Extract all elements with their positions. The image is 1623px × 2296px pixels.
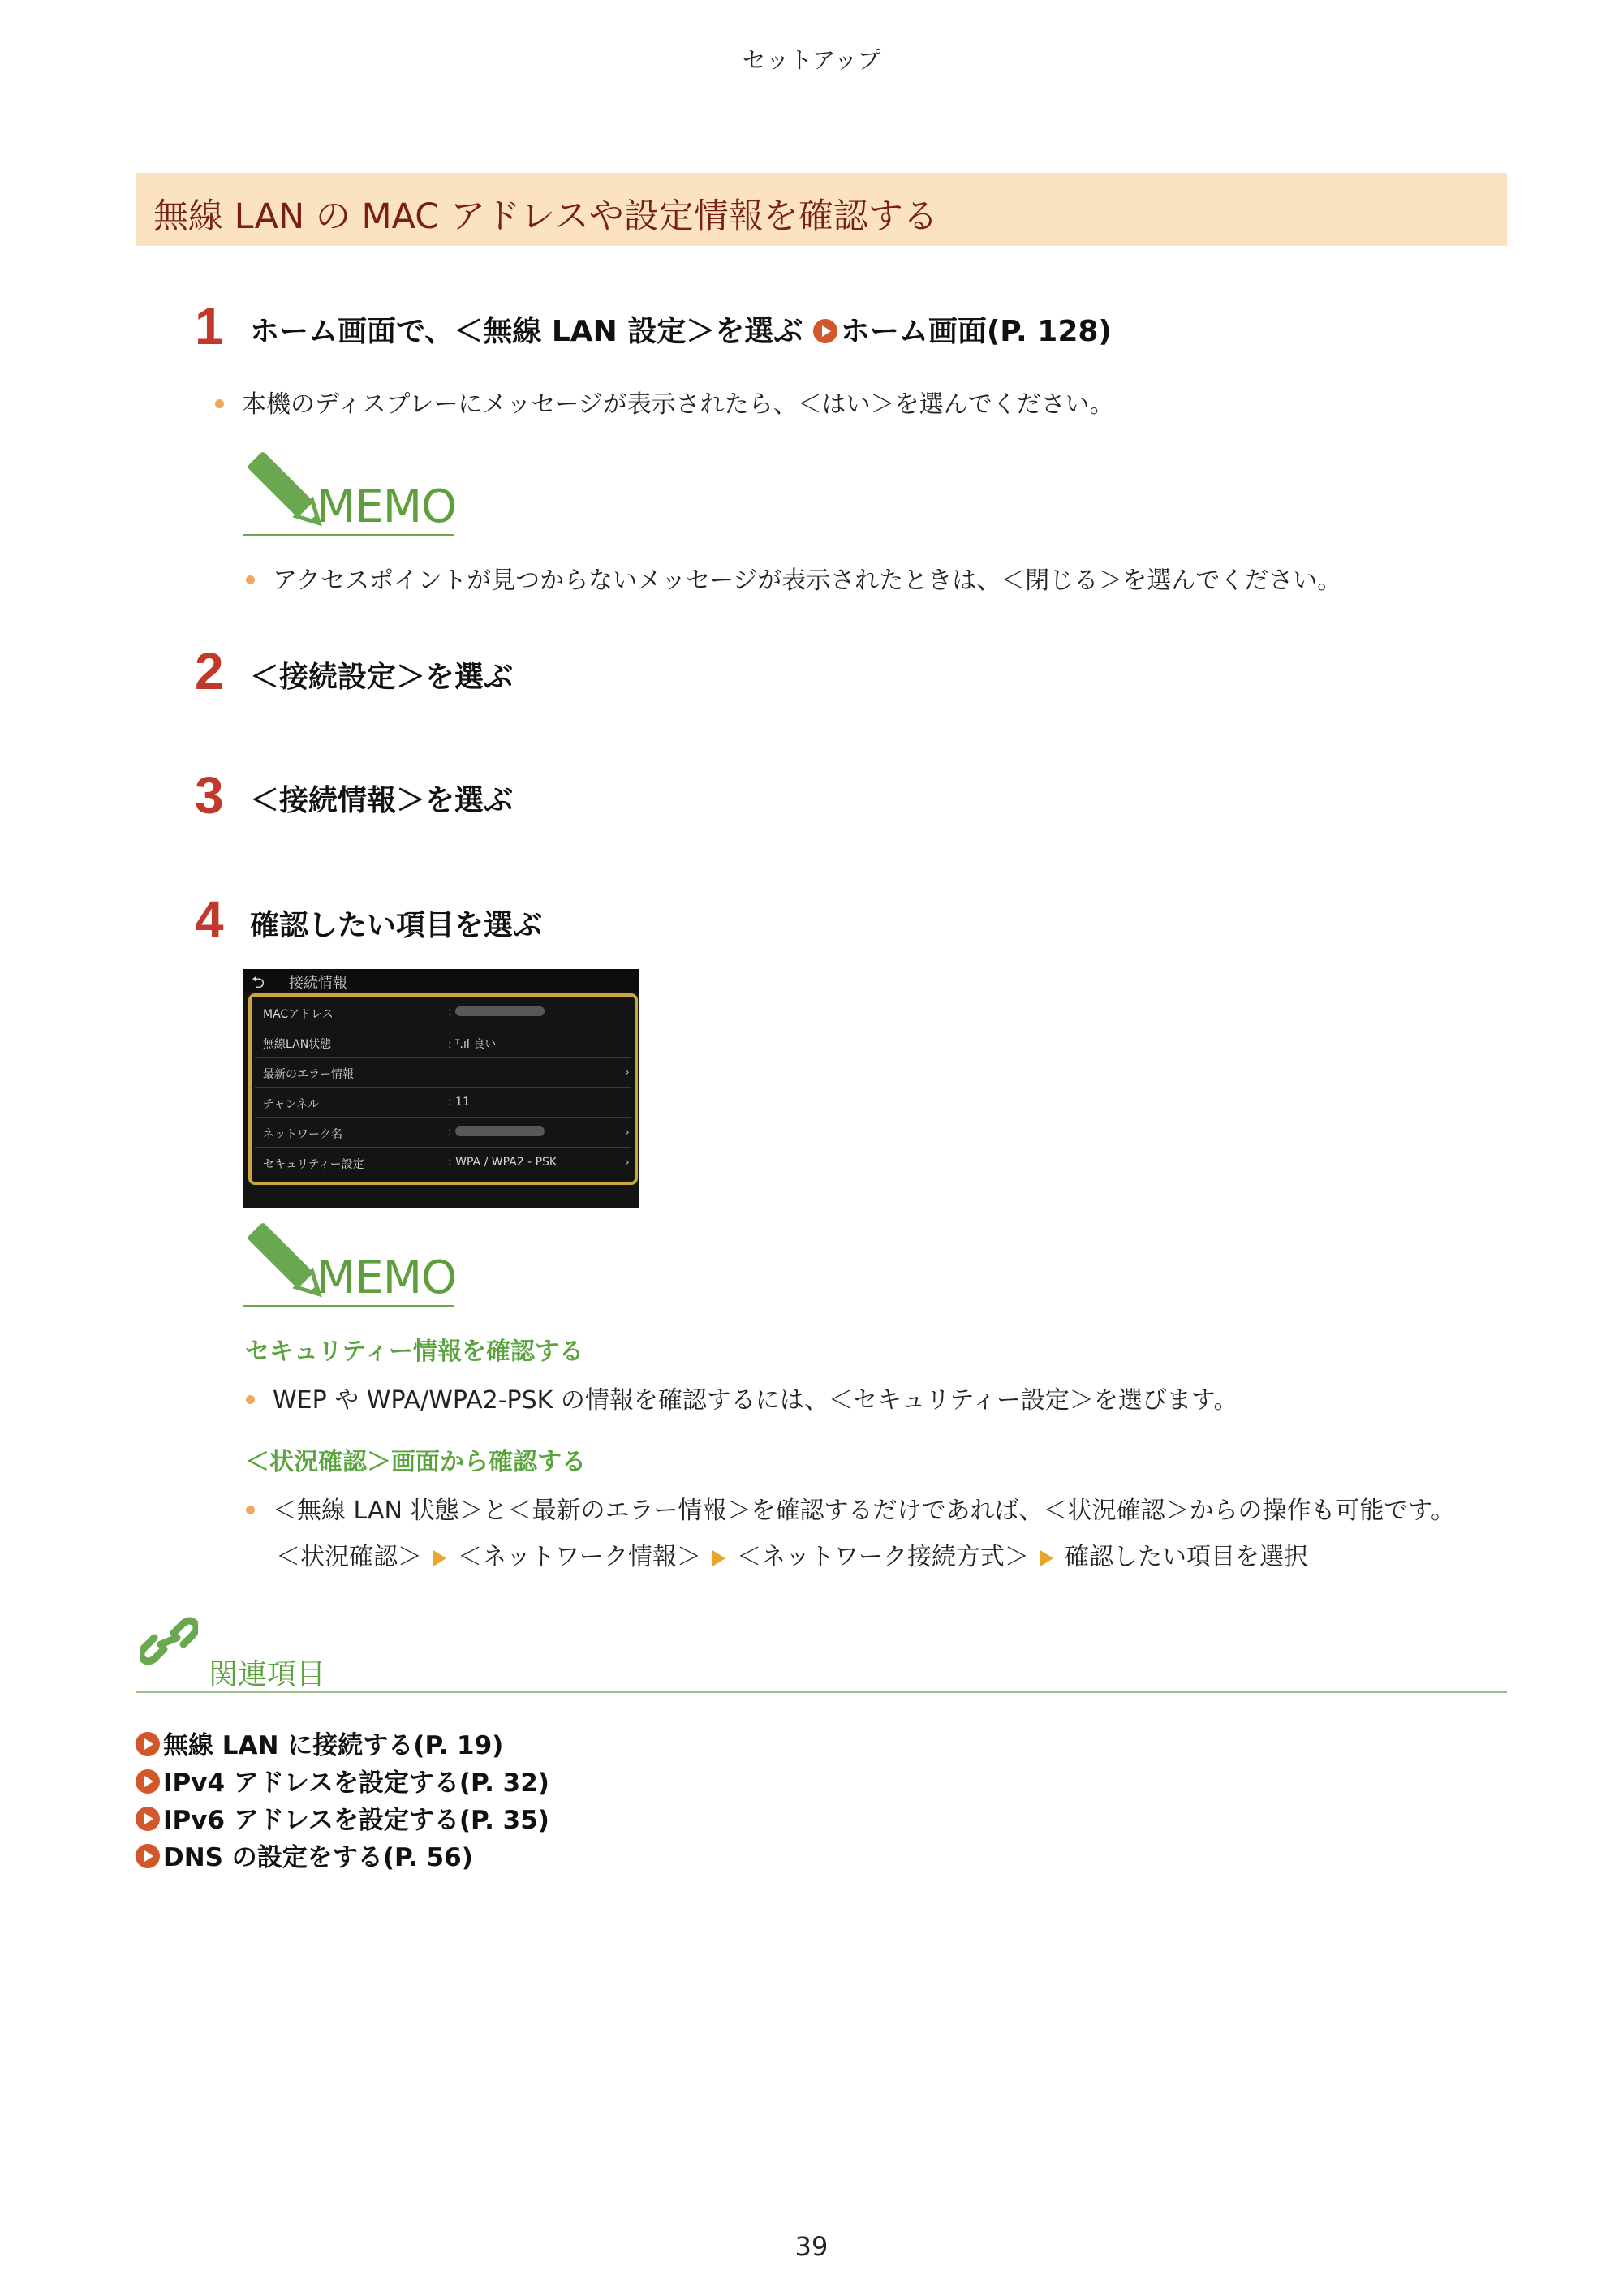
device-title: 接続情報 [289, 975, 347, 992]
device-header [243, 969, 639, 992]
related-divider [136, 1691, 1507, 1693]
step-text: ＜接続情報＞を選ぶ [250, 784, 514, 817]
link-text: IPv6 アドレスを設定する(P. 35) [163, 1806, 549, 1835]
row-value: : 11 [448, 1096, 470, 1109]
row-value: : ᵀ.ıl 良い [448, 1038, 497, 1051]
device-info-list [248, 993, 638, 1185]
row-value: : WPA / WPA2 - PSK [448, 1156, 558, 1169]
note-text: WEP や WPA/WPA2-PSK の情報を確認するには、＜セキュリティー設定＞を選びます。 [273, 1386, 1238, 1415]
related-link[interactable] [136, 1725, 503, 1761]
arrow-right-icon [433, 1550, 446, 1566]
path-step: ＜ネットワーク情報＞ [458, 1543, 701, 1571]
chevron-right-icon: › [624, 1064, 630, 1079]
row-label: 最新のエラー情報 [263, 1068, 354, 1081]
related-link[interactable] [136, 1762, 549, 1798]
device-row-mac [255, 998, 631, 1027]
device-screen [243, 969, 639, 1208]
bullet-icon [246, 1506, 255, 1514]
step-text: 確認したい項目を選ぶ [250, 909, 543, 942]
row-label: MACアドレス [263, 1008, 334, 1021]
chain-link-icon [140, 1617, 198, 1665]
memo-subheading: セキュリティー情報を確認する [245, 1338, 583, 1366]
row-label: 無線LAN状態 [263, 1038, 332, 1051]
device-row-channel [255, 1088, 631, 1118]
note-text: アクセスポイントが見つからないメッセージが表示されたときは、＜閉じる＞を選んでください。 [273, 566, 1342, 595]
memo-underline [243, 534, 454, 536]
related-title: 関連項目 [209, 1658, 326, 1691]
section-title: 無線 LAN の MAC アドレスや設定情報を確認する [153, 196, 938, 237]
link-arrow-icon [136, 1807, 160, 1831]
device-row-status [255, 1028, 631, 1058]
memo-label: MEMO [316, 480, 457, 533]
step-instruction: ホーム画面で、＜無線 LAN 設定＞を選ぶ [250, 315, 803, 348]
menu-path [276, 1536, 1308, 1572]
link-arrow-icon [136, 1769, 160, 1794]
section-banner [136, 173, 1507, 246]
step1-note [215, 384, 1114, 420]
step-text [250, 308, 1112, 350]
link-arrow-icon [136, 1844, 160, 1868]
device-row-network[interactable] [255, 1118, 631, 1148]
blurred-value [455, 1126, 545, 1136]
note-text: ＜無線 LAN 状態＞と＜最新のエラー情報＞を確認するだけであれば、＜状況確認＞からの操作も可能です。 [273, 1497, 1456, 1525]
memo2-note [246, 1490, 1455, 1526]
running-header: セットアップ [742, 46, 881, 74]
device-row-error[interactable] [255, 1058, 631, 1088]
row-label: チャンネル [263, 1098, 320, 1111]
related-link[interactable] [136, 1837, 473, 1873]
memo-label: MEMO [316, 1251, 457, 1304]
step-number: 2 [195, 642, 224, 700]
memo-block [243, 1217, 457, 1311]
link-text: DNS の設定をする(P. 56) [163, 1843, 473, 1872]
row-label: セキュリティー設定 [263, 1158, 364, 1171]
blurred-value [455, 1006, 545, 1016]
device-row-security[interactable] [255, 1148, 631, 1177]
related-link[interactable] [136, 1799, 549, 1836]
home-screen-link[interactable] [813, 315, 1112, 348]
chevron-right-icon: › [624, 1124, 630, 1139]
bullet-icon [215, 399, 224, 408]
path-step: ＜状況確認＞ [276, 1543, 422, 1571]
bullet-icon [246, 575, 255, 584]
link-arrow-icon [813, 319, 837, 343]
note-text: 本機のディスプレーにメッセージが表示されたら、＜はい＞を選んでください。 [242, 390, 1114, 419]
memo-subheading: ＜状況確認＞画面から確認する [245, 1448, 586, 1476]
link-text: ホーム画面(P. 128) [840, 315, 1112, 348]
step-number: 4 [195, 890, 224, 949]
step-number: 3 [195, 766, 224, 825]
chevron-right-icon: › [624, 1154, 630, 1170]
path-step: 確認したい項目を選択 [1065, 1543, 1308, 1571]
back-icon[interactable]: ⮌ [252, 972, 265, 992]
arrow-right-icon [1040, 1550, 1053, 1566]
memo2-note [246, 1380, 1238, 1415]
page-number: 39 [794, 2231, 829, 2262]
memo-underline [243, 1305, 454, 1307]
step-number: 1 [195, 297, 224, 355]
bullet-icon [246, 1395, 255, 1404]
memo-block [243, 446, 457, 540]
link-arrow-icon [136, 1732, 160, 1756]
memo1-note [246, 560, 1341, 596]
path-step: ＜ネットワーク接続方式＞ [737, 1543, 1029, 1571]
step-text: ＜接続設定＞を選ぶ [250, 661, 514, 694]
row-value: : [448, 1126, 545, 1139]
link-text: 無線 LAN に接続する(P. 19) [163, 1731, 504, 1760]
row-value: : [448, 1006, 545, 1019]
row-label: ネットワーク名 [263, 1128, 342, 1141]
arrow-right-icon [712, 1550, 725, 1566]
link-text: IPv4 アドレスを設定する(P. 32) [163, 1768, 549, 1798]
